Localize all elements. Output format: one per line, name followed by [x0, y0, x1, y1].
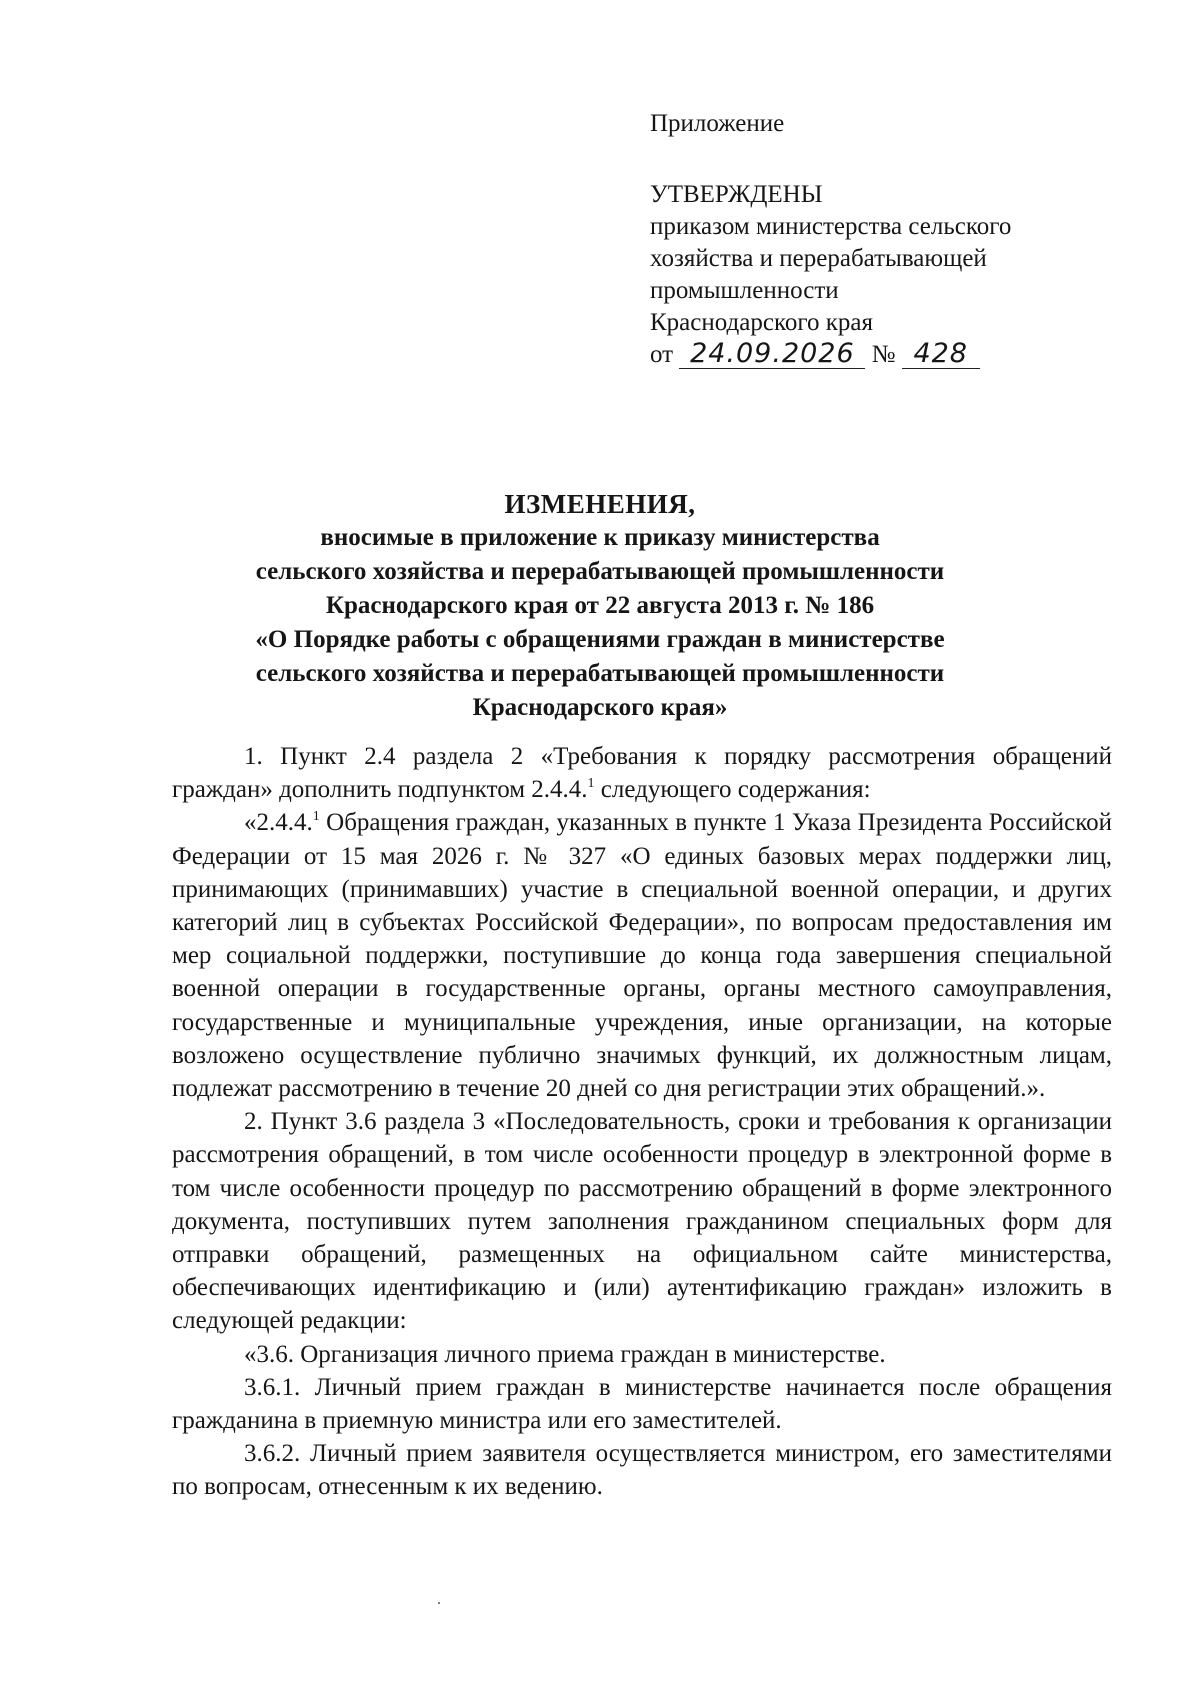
appendix-label: Приложение	[650, 110, 785, 137]
superscript: 1	[312, 809, 320, 825]
order-date-line	[650, 339, 1120, 371]
approval-line: промышленности	[650, 277, 839, 304]
from-prefix: от	[650, 341, 674, 368]
number-sign: №	[871, 341, 896, 368]
paragraph	[172, 806, 1112, 1105]
title-line: «О Порядке работы с обращениями граждан в министерстве	[255, 626, 945, 653]
approval-line: приказом министерства сельского	[650, 213, 1012, 240]
paragraph	[172, 1437, 1112, 1503]
paragraph	[172, 1371, 1112, 1437]
title-line: Краснодарского края»	[472, 694, 728, 721]
paragraph	[172, 1338, 1112, 1371]
handwritten-number: 428	[902, 340, 980, 369]
paragraph-text: 3.6.1. Личный прием граждан в министерстве начинается после обращения гражданина в приемную министра или его заместителей.	[172, 1373, 1112, 1435]
document-title	[160, 487, 1040, 725]
approval-line: Краснодарского края	[650, 309, 873, 336]
superscript: 1	[587, 776, 595, 792]
document-body	[172, 740, 1112, 1504]
paragraph	[172, 740, 1112, 806]
paragraph-text: 2. Пункт 3.6 раздела 3 «Последовательность, сроки и требования к организации рассмотрения обращений, в том числе особенности процедур в электронной форме в том числе особенности процедур по рассмотрению обращений в форме электронного документа, поступивших путем заполнения гражданином специальных форм для отправки обращений, размещенных на официальном сайте министерства, обеспечивающих идентификацию и (или) аутентификацию граждан» изложить в следующей редакции:	[172, 1108, 1112, 1335]
paragraph-text: 1. Пункт 2.4 раздела 2 «Требования к порядку рассмотрения обращений граждан» дополнить подпунктом 2.4.4.	[172, 743, 1112, 804]
title-line: сельского хозяйства и перерабатывающей промышленности	[255, 558, 945, 585]
approved-label: УТВЕРЖДЕНЫ	[650, 181, 823, 208]
title-main: ИЗМЕНЕНИЯ,	[504, 489, 696, 519]
approval-block	[650, 108, 1120, 371]
approval-line: хозяйства и перерабатывающей	[650, 245, 987, 272]
paragraph-text: Обращения граждан, указанных в пункте 1 Указа Президента Российской Федерации от 15 мая 2026 г. № 327 «О единых базовых мерах поддержки лиц, принимающих (принимавших) участие в специальной военной операции, и других категорий лиц в субъектах Российской Федерации», по вопросам предоставления им мер социальной поддержки, поступившие до конца года завершения специальной военной операции в государственные органы, органы местного самоуправления, государственные и муниципальные учреждения, иные организации, на которые возложено осуществление публично значимых функций, их должностным лицам, подлежат рассмотрению в течение 20 дней со дня регистрации этих обращений.».	[172, 809, 1112, 1103]
paragraph-text: «3.6. Организация личного приема граждан в министерстве.	[244, 1340, 886, 1368]
paragraph-text: 3.6.2. Личный прием заявителя осуществляется министром, его заместителями по вопросам, отнесенным к их ведению.	[172, 1440, 1112, 1501]
title-line: сельского хозяйства и перерабатывающей промышленности	[255, 660, 945, 687]
handwritten-date: 24.09.2026	[679, 340, 865, 369]
scan-speck	[438, 1602, 440, 1604]
paragraph-text: следующего содержания:	[594, 776, 871, 804]
paragraph	[172, 1105, 1112, 1337]
title-line: Краснодарского края от 22 августа 2013 г. № 186	[325, 592, 875, 619]
paragraph-text: «2.4.4.	[244, 809, 313, 837]
title-line: вносимые в приложение к приказу министерства	[320, 524, 880, 551]
